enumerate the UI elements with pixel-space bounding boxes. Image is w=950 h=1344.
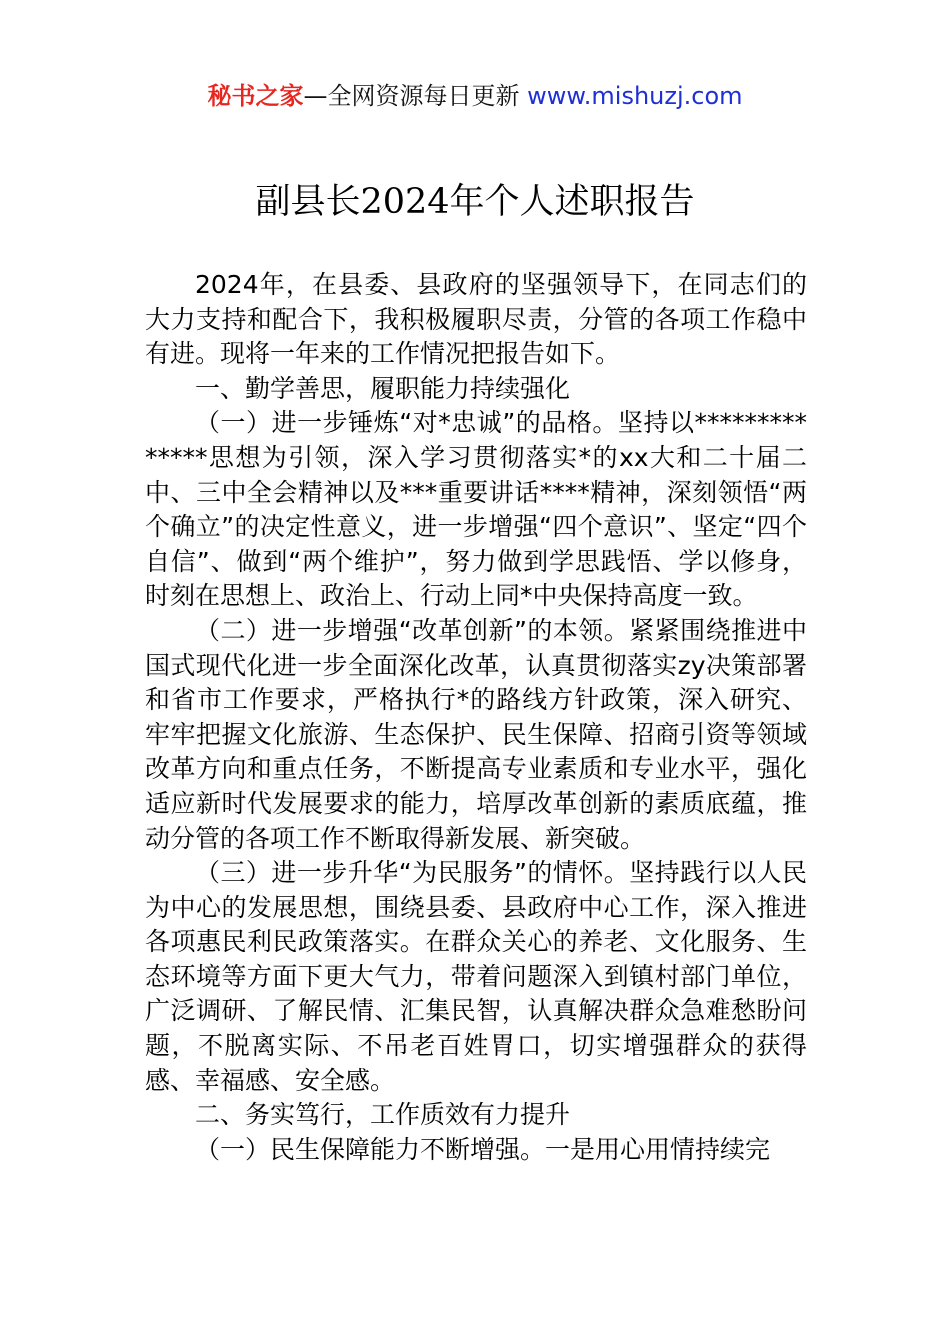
paragraph-1-1: （一）进一步锤炼“对*忠诚”的品格。坚持以**************思想为引领，深入学习贯彻落实*的xx大和二十届二中、三中全会精神以及***重要讲话****精神，深刻领悟“两个确立”的决定性意义，进一步增强“四个意识”、坚定“四个自信”、做到“两个维护”，努力做到学思践悟、学以修身，时刻在思想上、政治上、行动上同*中央保持高度一致。: [145, 408, 807, 611]
paragraph-intro: 2024年，在县委、县政府的坚强领导下，在同志们的大力支持和配合下，我积极履职尽责，分管的各项工作稳中有进。现将一年来的工作情况把报告如下。: [145, 270, 807, 369]
paragraph-1-2: （二）进一步增强“改革创新”的本领。紧紧围绕推进中国式现代化进一步全面深化改革，认真贯彻落实zy决策部署和省市工作要求，严格执行*的路线方针政策，深入研究、牢牢把握文化旅游、生态保护、民生保障、招商引资等领域改革方向和重点任务，不断提高专业素质和专业水平，强化适应新时代发展要求的能力，培厚改革创新的素质底蕴，推动分管的各项工作不断取得新发展、新突破。: [145, 615, 807, 853]
site-url-link[interactable]: www.mishuzj.com: [527, 82, 743, 110]
paragraph-1-3: （三）进一步升华“为民服务”的情怀。坚持践行以人民为中心的发展思想，围绕县委、县政府中心工作，深入推进各项惠民利民政策落实。在群众关心的养老、文化服务、生态环境等方面下更大气力，带着问题深入到镇村部门单位，广泛调研、了解民情、汇集民智，认真解决群众急难愁盼问题，不脱离实际、不吊老百姓胃口，切实增强群众的获得感、幸福感、安全感。: [145, 858, 807, 1095]
section-heading-1: 一、勤学善思，履职能力持续强化: [195, 373, 571, 403]
site-tagline: —全网资源每日更新: [303, 82, 528, 110]
document-title: 副县长2024年个人述职报告: [255, 182, 695, 222]
site-header: [0, 80, 950, 112]
document-body: [145, 268, 807, 1167]
site-brand: 秘书之家: [207, 82, 304, 110]
section-heading-2: 二、务实笃行，工作质效有力提升: [195, 1100, 571, 1130]
paragraph-2-1: （一）民生保障能力不断增强。一是用心用情持续完: [195, 1134, 771, 1164]
